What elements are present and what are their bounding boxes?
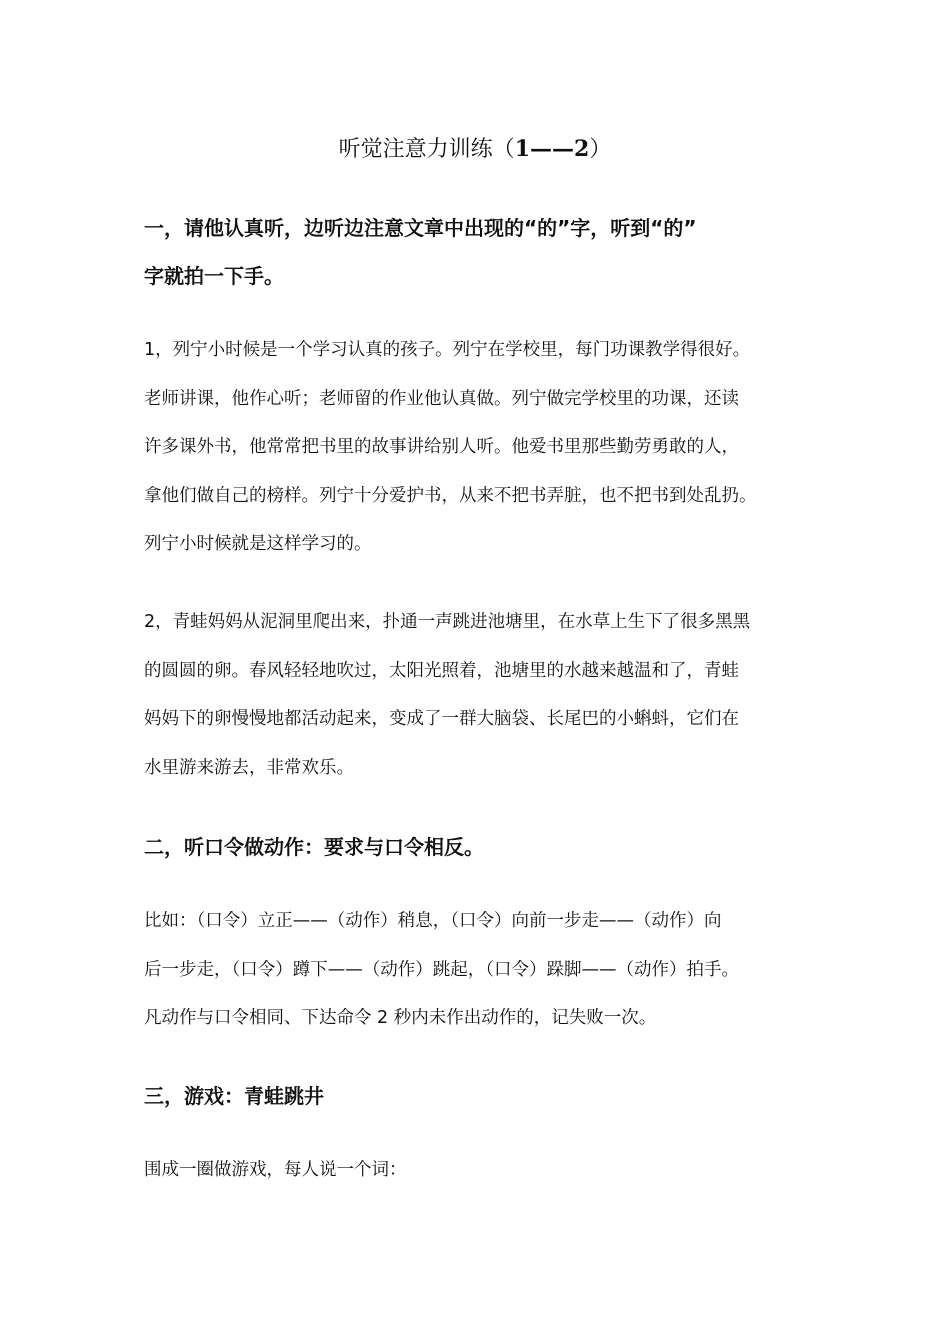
paragraph-line: 许多课外书，他常常把书里的故事讲给别人听。他爱书里那些勤劳勇敢的人，	[144, 437, 739, 457]
paragraph-line: 凡动作与口令相同、下达命令 2 秒内未作出动作的，记失败一次。	[144, 1008, 657, 1028]
title-prefix: 听觉注意力训练（	[338, 137, 515, 162]
paragraph-line: 围成一圈做游戏，每人说一个词：	[144, 1160, 407, 1180]
title-number: 1——2	[514, 136, 590, 162]
paragraph-line: 1，列宁小时候是一个学习认真的孩子。列宁在学校里，每门功课教学得很好。	[144, 340, 751, 360]
paragraph-line: 老师讲课，他作心听；老师留的作业他认真做。列宁做完学校里的功课，还读	[144, 388, 739, 409]
paragraph-line: 后一步走，（口令）蹲下——（动作）跳起，（口令）跺脚——（动作）拍手。	[144, 959, 739, 980]
section3-heading-line: 三，游戏：青蛙跳井	[144, 1084, 324, 1108]
paragraph-line: 妈妈下的卵慢慢地都活动起来，变成了一群大脑袋、长尾巴的小蝌蚪，它们在	[144, 709, 739, 729]
paragraph-line: 的圆圆的卵。春风轻轻地吹过，太阳光照着，池塘里的水越来越温和了，青蛙	[144, 660, 739, 681]
paragraph-line: 比如：（口令）立正——（动作）稍息，（口令）向前一步走——（动作）向	[144, 911, 722, 931]
title-suffix: ）	[589, 137, 612, 162]
paragraph-line: 2，青蛙妈妈从泥洞里爬出来，扑通一声跳进池塘里，在水草上生下了很多黑黑	[144, 612, 751, 632]
section1-paragraph1	[144, 326, 824, 569]
section1-heading	[144, 204, 824, 300]
section2-paragraph	[144, 897, 824, 1043]
paragraph-line: 列宁小时候就是这样学习的。	[144, 534, 372, 554]
section2-heading-line: 二，听口令做动作：要求与口令相反。	[144, 835, 484, 859]
section3-paragraph	[144, 1146, 824, 1195]
document-title	[0, 132, 950, 167]
section1-paragraph2	[144, 598, 824, 792]
section2-heading	[144, 823, 824, 871]
paragraph-line: 水里游来游去，非常欢乐。	[144, 757, 354, 778]
section3-heading	[144, 1072, 824, 1120]
section1-heading-line: 字就拍一下手。	[144, 264, 284, 288]
paragraph-line: 拿他们做自己的榜样。列宁十分爱护书，从来不把书弄脏，也不把书到处乱扔。	[144, 485, 757, 506]
section1-heading-line: 一，请他认真听，边听边注意文章中出现的“的”字，听到“的”	[144, 216, 697, 240]
